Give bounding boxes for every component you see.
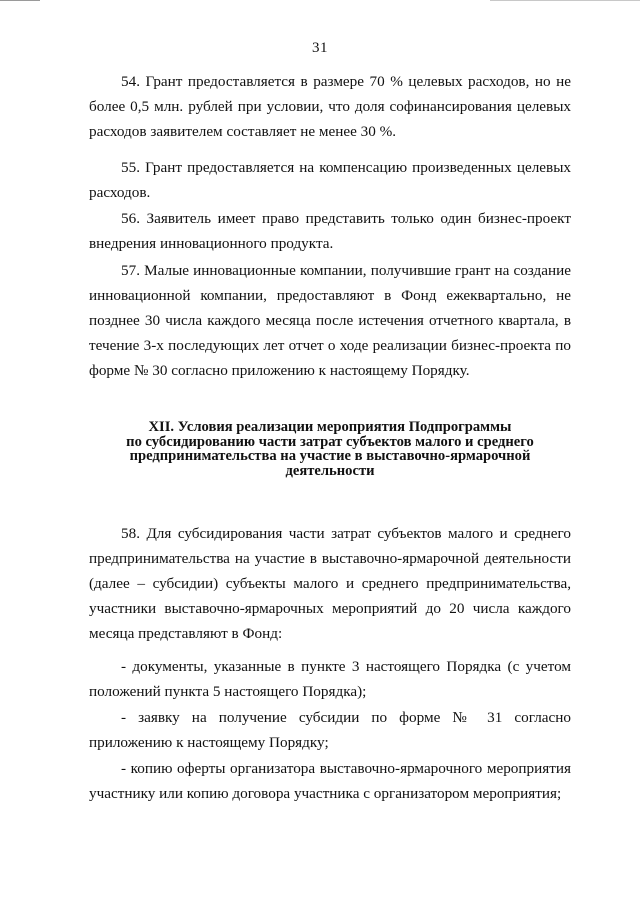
section-heading-line-2: по субсидированию части затрат субъектов малого и среднего bbox=[126, 433, 534, 450]
list-item-application bbox=[89, 705, 571, 755]
paragraph-56-text: 56. Заявитель имеет право представить только один бизнес-проект внедрения инновационного продукта. bbox=[89, 210, 571, 252]
paragraph-58-text: 58. Для субсидирования части затрат субъектов малого и среднего предпринимательства на участие в выставочно-ярмарочной деятельности (далее – субсидии) субъекты малого и среднего предпринимательства, участники выставочно-ярмарочных мероприятий до 20 числа каждого месяца представляют в Фонд: bbox=[89, 525, 571, 642]
section-heading-line-3: предпринимательства на участие в выставочно-ярмарочной bbox=[129, 448, 531, 464]
paragraph-54 bbox=[89, 69, 571, 144]
section-heading-line-1: XII. Условия реализации мероприятия Подпрограммы bbox=[148, 419, 512, 435]
section-heading bbox=[89, 420, 571, 478]
paragraph-57 bbox=[89, 258, 571, 383]
page-number: 31 bbox=[312, 40, 328, 56]
list-item-documents bbox=[89, 654, 571, 704]
scan-edge-right bbox=[490, 0, 640, 1]
paragraph-55 bbox=[89, 155, 571, 205]
section-heading-line-4: деятельности bbox=[285, 462, 375, 479]
paragraph-58 bbox=[89, 521, 571, 646]
paragraph-55-text: 55. Грант предоставляется на компенсацию произведенных целевых расходов. bbox=[89, 159, 571, 201]
list-item-offer-copy-text: - копию оферты организатора выставочно-ярмарочного мероприятия участнику или копию договора участника с организатором мероприятия; bbox=[89, 760, 571, 802]
paragraph-54-text: 54. Грант предоставляется в размере 70 % целевых расходов, но не более 0,5 млн. рублей при условии, что доля софинансирования целевых расходов заявителем составляет не менее 30 %. bbox=[89, 73, 571, 140]
list-item-application-text: - заявку на получение субсидии по форме № 31 согласно приложению к настоящему Порядку; bbox=[89, 709, 571, 751]
scan-edge-left bbox=[0, 0, 40, 1]
paragraph-56 bbox=[89, 206, 571, 256]
list-item-offer-copy bbox=[89, 756, 571, 806]
paragraph-57-text: 57. Малые инновационные компании, получившие грант на создание инновационной компании, предоставляют в Фонд ежеквартально, не позднее 30 числа каждого месяца после истечения отчетного квартала, в течение 3-х последующих лет отчет о ходе реализации бизнес-проекта по форме № 30 согласно приложению к настоящему Порядку. bbox=[89, 262, 571, 379]
list-item-documents-text: - документы, указанные в пункте 3 настоящего Порядка (с учетом положений пункта 5 настоящего Порядка); bbox=[89, 658, 571, 700]
